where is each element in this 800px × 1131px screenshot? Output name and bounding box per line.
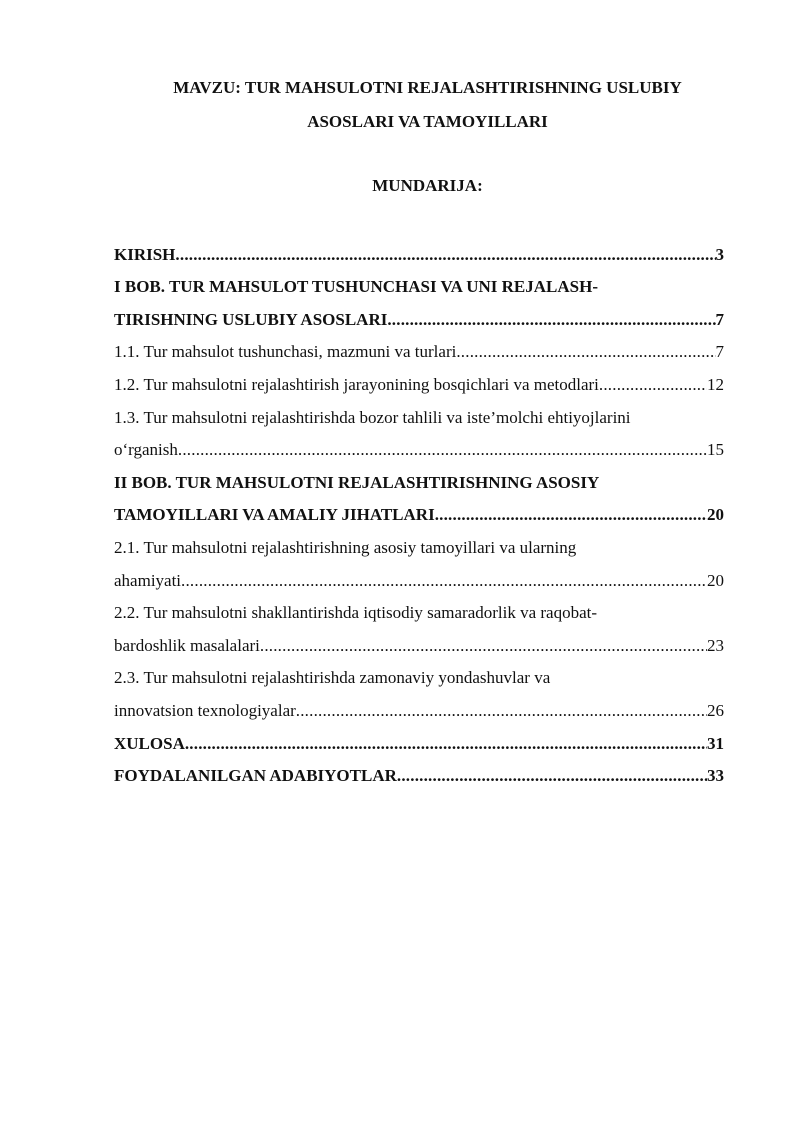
toc-entry xyxy=(114,722,724,755)
toc-entry-text: FOYDALANILGAN ADABIYOTLAR xyxy=(114,766,397,786)
toc-dot-leader xyxy=(397,765,707,787)
toc-entry xyxy=(114,657,724,690)
toc-page-number: 23 xyxy=(707,635,724,655)
toc-entry xyxy=(114,396,724,429)
toc-entry xyxy=(114,266,724,299)
toc-entry xyxy=(114,689,724,722)
toc-entry-text: TIRISHNING USLUBIY ASOSLARI xyxy=(114,309,388,329)
toc-page-number: 20 xyxy=(707,505,724,525)
toc-entry xyxy=(114,624,724,657)
toc-entry-text: innovatsion texnologiyalar xyxy=(114,700,296,720)
toc-page-number: 7 xyxy=(715,309,724,329)
title-line-2: ASOSLARI VA TAMOYILLARI xyxy=(307,112,548,131)
toc-entry xyxy=(114,363,724,396)
toc-entry-text: o‘rganish xyxy=(114,440,178,460)
toc-entry xyxy=(114,461,724,494)
toc-entry xyxy=(114,331,724,364)
toc-page-number: 12 xyxy=(707,374,724,394)
toc-page-number: 7 xyxy=(715,342,724,362)
toc-entry-text: I BOB. TUR MAHSULOT TUSHUNCHASI VA UNI REJALASH- xyxy=(114,277,598,297)
toc-entry-text: 2.3. Tur mahsulotni rejalashtirishda zamonaviy yondashuvlar va xyxy=(114,668,551,688)
toc-dot-leader xyxy=(296,700,707,722)
toc-dot-leader xyxy=(181,570,707,592)
toc-dot-leader xyxy=(456,341,715,363)
toc-dot-leader xyxy=(185,733,707,755)
toc-page-number: 15 xyxy=(707,440,724,460)
toc-page-number: 20 xyxy=(707,570,724,590)
toc-entry xyxy=(114,298,724,331)
toc-entry-text: II BOB. TUR MAHSULOTNI REJALASHTIRISHNING ASOSIY xyxy=(114,472,600,492)
toc-entry-text: XULOSA xyxy=(114,733,185,753)
toc-page-number: 31 xyxy=(707,733,724,753)
toc-entry-text: KIRISH xyxy=(114,244,176,264)
toc-entry-text: TAMOYILLARI VA AMALIY JIHATLARI xyxy=(114,505,435,525)
toc-entry-text: 1.2. Tur mahsulotni rejalashtirish jarayonining bosqichlari va metodlari xyxy=(114,374,599,394)
toc-entry xyxy=(114,526,724,559)
toc-entry xyxy=(114,755,724,788)
toc-page-number: 3 xyxy=(715,244,724,264)
toc-entry-text: 2.1. Tur mahsulotni rejalashtirishning asosiy tamoyillari va ularning xyxy=(114,537,577,557)
toc-page-number: 26 xyxy=(707,700,724,720)
toc-page-number: 33 xyxy=(707,766,724,786)
toc-entry-text: ahamiyati xyxy=(114,570,182,590)
toc-entry xyxy=(114,592,724,625)
toc-entry-text: 1.1. Tur mahsulot tushunchasi, mazmuni va turlari xyxy=(114,342,457,362)
table-of-contents xyxy=(114,233,724,787)
toc-dot-leader xyxy=(175,244,715,266)
toc-dot-leader xyxy=(387,309,715,331)
toc-dot-leader xyxy=(599,374,707,396)
toc-dot-leader xyxy=(178,439,707,461)
toc-dot-leader xyxy=(260,635,707,657)
title-line-1: MAVZU: TUR MAHSULOTNI REJALASHTIRISHNING USLUBIY xyxy=(173,78,682,97)
toc-entry-text: 1.3. Tur mahsulotni rejalashtirishda bozor tahlili va iste’molchi ehtiyojlarini xyxy=(114,407,631,427)
document-title xyxy=(0,71,800,139)
toc-entry xyxy=(114,559,724,592)
toc-entry-text: bardoshlik masalalari xyxy=(114,635,260,655)
toc-entry xyxy=(114,233,724,266)
toc-entry xyxy=(114,494,724,527)
toc-dot-leader xyxy=(435,504,707,526)
toc-entry-text: 2.2. Tur mahsulotni shakllantirishda iqtisodiy samaradorlik va raqobat- xyxy=(114,603,598,623)
toc-entry xyxy=(114,429,724,462)
toc-heading: MUNDARIJA: xyxy=(372,176,483,195)
